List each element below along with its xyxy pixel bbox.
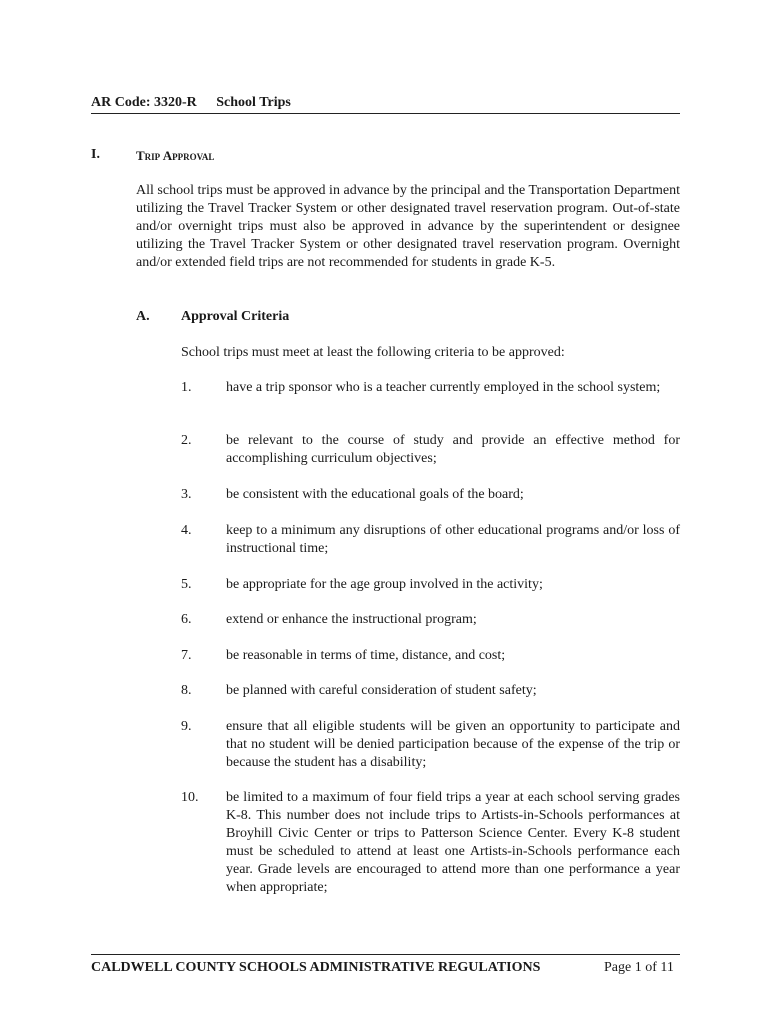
list-item-text: be consistent with the educational goals of the board; <box>226 487 524 502</box>
list-item-number: 3. <box>181 487 192 502</box>
list-item-number: 5. <box>181 577 192 592</box>
list-item-text: ensure that all eligible students will be given an opportunity to participate and that no student will be denied participation because of the expense of the trip or because the student has a disability; <box>226 719 680 770</box>
list-item-number: 8. <box>181 683 192 698</box>
list-item-text: have a trip sponsor who is a teacher currently employed in the school system; <box>226 380 661 395</box>
list-item-text: be appropriate for the age group involved in the activity; <box>226 577 543 592</box>
list-item-number: 10. <box>181 790 199 805</box>
ar-code: AR Code: 3320-R <box>91 95 197 110</box>
list-item-number: 2. <box>181 433 192 448</box>
list-item-text: be reasonable in terms of time, distance, and cost; <box>226 648 506 663</box>
list-item-text: keep to a minimum any disruptions of other educational programs and/or loss of instructional time; <box>226 523 680 556</box>
footer-organization: CALDWELL COUNTY SCHOOLS ADMINISTRATIVE REGULATIONS <box>91 960 541 975</box>
section-intro-paragraph: All school trips must be approved in advance by the principal and the Transportation Department utilizing the Travel Tracker System or other designated travel reservation program. Out-of-state and/or overnight trips must also be approved in advance by the superintendent or designee utilizing the Travel Tracker System or other designated travel reservation program. Overnight and/or extended field trips are not recommended for students in grade K-5. <box>136 183 680 270</box>
subsection-title: Approval Criteria <box>181 309 290 324</box>
list-item-text: be limited to a maximum of four field trips a year at each school serving grades K-8. This number does not include trips to Artists-in-Schools performances at Broyhill Civic Center or trips to Patterson Science Center. Every K-8 student must be scheduled to attend at least one Artists-in-Schools performance each year. Grade levels are encouraged to attend more than one performance a year when appropriate; <box>226 790 680 895</box>
list-item-number: 9. <box>181 719 192 734</box>
criteria-intro: School trips must meet at least the following criteria to be approved: <box>181 345 565 360</box>
section-title: Trip Approval <box>136 148 215 163</box>
footer-divider <box>91 954 680 955</box>
section-number: I. <box>91 147 100 162</box>
page-header <box>91 93 680 114</box>
page-number: Page 1 of 11 <box>604 960 674 975</box>
list-item-text: be relevant to the course of study and provide an effective method for accomplishing curriculum objectives; <box>226 433 680 466</box>
document-title: School Trips <box>216 95 291 110</box>
list-item-number: 6. <box>181 612 192 627</box>
subsection-number: A. <box>136 309 150 324</box>
list-item-number: 1. <box>181 380 192 395</box>
list-item-text: extend or enhance the instructional program; <box>226 612 477 627</box>
list-item-text: be planned with careful consideration of student safety; <box>226 683 537 698</box>
list-item-number: 4. <box>181 523 192 538</box>
list-item-number: 7. <box>181 648 192 663</box>
